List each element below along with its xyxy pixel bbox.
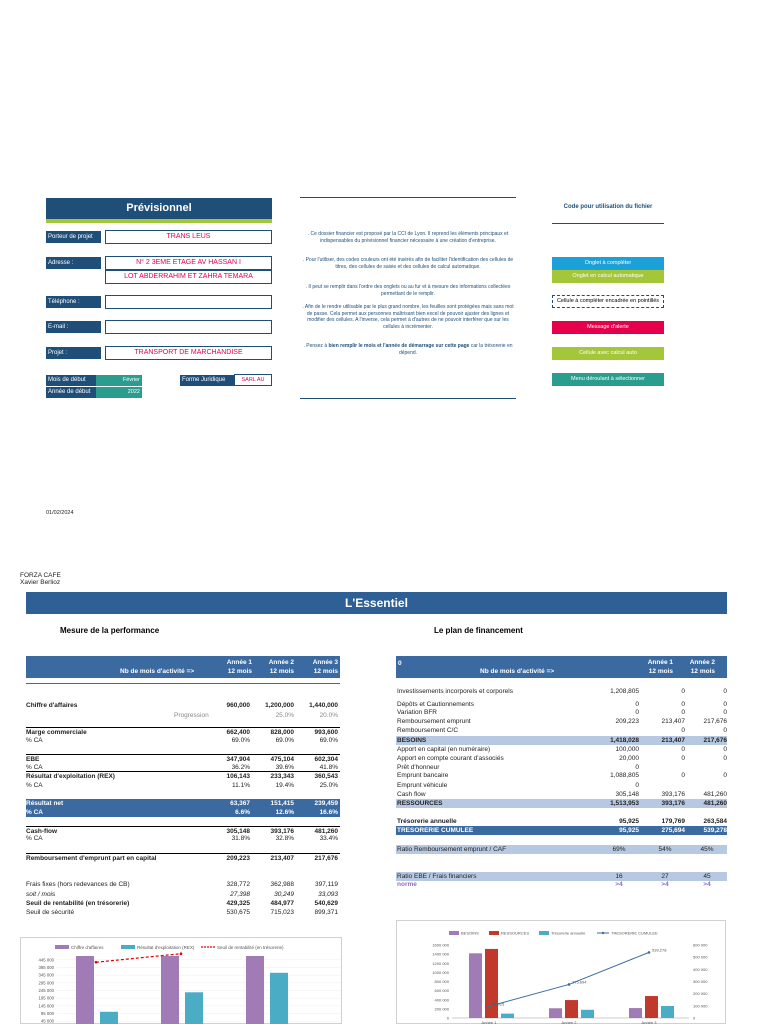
y-tick-label-right: 200 000 xyxy=(693,991,708,997)
legend-item: Cellule avec calcul auto xyxy=(552,347,664,360)
table-row xyxy=(26,890,340,899)
line-point xyxy=(488,1005,491,1008)
row-value: 305,148 xyxy=(226,828,250,835)
row-value: 539,278 xyxy=(703,827,727,834)
row-value: 0 xyxy=(723,746,727,753)
plan-nb-mois-label: Nb de mois d'activité => xyxy=(480,668,555,675)
legend-item: Menu déroulant à sélectionner xyxy=(552,373,664,386)
row-value: 1,418,028 xyxy=(610,737,639,744)
projet-label: Projet : xyxy=(46,347,101,359)
row-value: 33,093 xyxy=(318,891,338,898)
row-value: 481,260 xyxy=(703,800,727,807)
legend-label: Chiffre d'affaires xyxy=(71,945,104,950)
table-row xyxy=(396,799,727,808)
row-label: Résultat net xyxy=(26,800,64,807)
legend-item: Cellule à compléter encadrée en pointillés xyxy=(552,295,664,308)
row-value: 1,440,000 xyxy=(309,702,338,709)
row-label: Marge commerciale xyxy=(26,729,87,736)
row-value: 662,400 xyxy=(226,729,250,736)
y-tick-label: 95 000 xyxy=(40,1011,54,1016)
row-label: Remboursement emprunt xyxy=(397,718,471,725)
row-label: Seuil de sécurité xyxy=(26,909,75,916)
row-value: 960,000 xyxy=(226,702,250,709)
row-label: Dépôts et Cautionnements xyxy=(397,701,474,708)
table-row xyxy=(26,799,340,808)
table-row xyxy=(396,726,727,735)
bar xyxy=(185,992,203,1024)
y-tick-label-left: 1400 000 xyxy=(432,951,449,957)
row-label: Trésorerie annuelle xyxy=(397,818,457,825)
legend-rule xyxy=(552,223,664,224)
row-value: >4 xyxy=(661,881,669,888)
series-line xyxy=(489,952,649,1006)
telephone-label: Téléphone : xyxy=(46,296,101,308)
y-tick-label: 145 000 xyxy=(38,1003,54,1009)
row-value: 393,176 xyxy=(661,791,685,798)
legend-swatch xyxy=(121,945,135,949)
plan-months-2: 12 mois xyxy=(690,668,715,675)
table-row xyxy=(396,790,727,799)
legend-title: Code pour utilisation du fichier xyxy=(563,204,653,210)
chart-performance xyxy=(20,937,342,1024)
page-title: Prévisionnel xyxy=(46,198,272,219)
table-row xyxy=(26,771,340,780)
row-value: 41.8% xyxy=(319,764,338,771)
row-label: Frais fixes (hors redevances de CB) xyxy=(26,881,130,888)
row-value: 54% xyxy=(658,846,672,853)
row-value: 275,694 xyxy=(661,827,685,834)
porteur-label: Porteur de projet xyxy=(46,231,101,243)
row-value: 1,200,000 xyxy=(265,702,294,709)
bar xyxy=(581,1010,594,1018)
forme-select[interactable]: SARL AU xyxy=(234,374,272,386)
projet-field[interactable]: TRANSPORT DE MARCHANDISE xyxy=(105,346,272,360)
row-value: 69.0% xyxy=(319,737,338,744)
row-value: 0 xyxy=(681,727,685,734)
x-tick-label: Année 1 xyxy=(481,1020,497,1024)
email-field[interactable] xyxy=(105,320,272,334)
row-value: 0 xyxy=(681,709,685,716)
row-value: 530,675 xyxy=(226,909,250,916)
performance-title: Mesure de la performance xyxy=(60,626,160,635)
row-label: Variation BFR xyxy=(397,709,437,716)
perf-months-1: 12 mois xyxy=(227,668,252,675)
porteur-field[interactable]: TRANS LEUS xyxy=(105,230,272,244)
row-value: 540,629 xyxy=(314,900,338,907)
row-value: 481,260 xyxy=(314,828,338,835)
plan-header xyxy=(396,656,753,678)
row-value: 45 xyxy=(703,873,711,880)
point-label: 95,925 xyxy=(492,1001,505,1007)
row-value: 217,676 xyxy=(703,718,727,725)
row-label: RESSOURCES xyxy=(397,800,443,807)
row-value: 213,407 xyxy=(661,737,685,744)
plan-year-2: Année 2 xyxy=(689,659,715,666)
y-tick-label: 395 000 xyxy=(38,965,54,970)
row-value: 1,208,805 xyxy=(610,688,639,695)
table-row xyxy=(26,908,340,917)
adresse-field-2[interactable]: LOT ABDERRAHIM ET ZAHRA TEMARA xyxy=(105,270,272,284)
row-value: 393,176 xyxy=(661,800,685,807)
row-value: 16.6% xyxy=(319,809,338,816)
row-value: 305,148 xyxy=(615,791,639,798)
row-value: 0 xyxy=(681,688,685,695)
row-value: 1,513,953 xyxy=(610,800,639,807)
row-value: 31.8% xyxy=(231,835,250,842)
row-value: 179,769 xyxy=(661,818,685,825)
row-value: 0 xyxy=(723,701,727,708)
row-value: 213,407 xyxy=(270,855,294,862)
bar xyxy=(549,1008,562,1018)
row-label: % CA xyxy=(26,809,43,816)
table-row xyxy=(26,727,340,736)
row-value: 69.0% xyxy=(231,737,250,744)
row-value: >4 xyxy=(615,881,623,888)
table-row xyxy=(396,880,727,889)
annee-label: Année de début xyxy=(46,387,96,398)
row-value: 475,104 xyxy=(270,756,294,763)
table-row xyxy=(26,899,340,908)
row-value: 0 xyxy=(635,782,639,789)
row-value: 27,398 xyxy=(230,891,250,898)
chart-performance-svg xyxy=(21,938,343,1024)
row-value: 362,988 xyxy=(270,881,294,888)
row-label: Cash flow xyxy=(397,791,426,798)
y-tick-label: 45 000 xyxy=(40,1018,54,1024)
table-row xyxy=(26,781,340,790)
row-label: EBE xyxy=(26,756,40,763)
row-label: % CA xyxy=(26,764,43,771)
y-tick-label: 295 000 xyxy=(38,980,54,986)
bar xyxy=(100,1012,118,1024)
y-tick-label-left: 400 000 xyxy=(434,997,449,1003)
y-tick-label-right: 0 xyxy=(693,1015,696,1021)
row-value: 100,000 xyxy=(615,746,639,753)
row-value: 360,543 xyxy=(314,773,338,780)
line-point xyxy=(180,952,183,955)
title-accent xyxy=(46,219,272,223)
row-value: 481,260 xyxy=(703,791,727,798)
adresse-field-1[interactable]: N° 2 3EME ETAGE AV HASSAN I xyxy=(105,256,272,270)
row-value: 63,367 xyxy=(230,800,250,807)
row-value: 11.1% xyxy=(232,782,250,789)
row-value: 429,325 xyxy=(226,900,250,907)
bar xyxy=(76,956,94,1024)
annee-field[interactable]: 2022 xyxy=(96,387,142,398)
row-value: 19.4% xyxy=(275,782,294,789)
row-label: Remboursement C/C xyxy=(397,727,459,734)
y-tick-label: 445 000 xyxy=(38,957,54,963)
plan-zero-label: 0 xyxy=(398,660,402,667)
row-value: 0 xyxy=(723,709,727,716)
row-value: 217,676 xyxy=(703,737,727,744)
row-value: 1,088,805 xyxy=(610,772,639,779)
row-value: 899,371 xyxy=(314,909,338,916)
row-value: 263,584 xyxy=(703,818,727,825)
row-label: Investissements incorporels et corporels xyxy=(397,688,513,695)
legend-swatch xyxy=(55,945,69,949)
row-label: Emprunt bancaire xyxy=(397,772,449,779)
x-tick-label: Année 2 xyxy=(561,1020,577,1024)
table-row xyxy=(396,754,727,763)
row-value: 347,904 xyxy=(226,756,250,763)
bar xyxy=(161,956,179,1024)
row-value: 106,143 xyxy=(226,773,250,780)
row-label: Prêt d'honneur xyxy=(397,764,440,771)
y-tick-label-left: 600 000 xyxy=(434,988,449,994)
company-name: FORZA CAFE xyxy=(20,572,61,579)
performance-header xyxy=(26,656,340,678)
row-value: 828,000 xyxy=(270,729,294,736)
y-tick-label-right: 300 000 xyxy=(693,979,708,984)
point-label: 275,694 xyxy=(572,979,587,985)
nb-mois-label: Nb de mois d'activité => xyxy=(120,668,195,675)
bar xyxy=(469,953,482,1018)
bar xyxy=(501,1014,514,1018)
chart-financement xyxy=(396,920,726,1024)
row-label: % CA xyxy=(26,782,43,789)
y-tick-label-left: 1600 000 xyxy=(432,942,449,948)
table-row xyxy=(396,717,727,726)
table-row xyxy=(26,754,340,763)
bar xyxy=(270,973,288,1024)
bar xyxy=(485,949,498,1018)
row-value: 33.4% xyxy=(319,835,338,842)
row-label: TRESORERIE CUMULEE xyxy=(397,827,474,834)
row-label: Seuil de rentabilité (en trésorerie) xyxy=(26,900,130,907)
perf-months-3: 12 mois xyxy=(313,668,338,675)
row-value: 6.6% xyxy=(235,809,250,816)
intro-top-rule xyxy=(300,197,516,198)
row-value: 602,304 xyxy=(314,756,338,763)
row-label: norme xyxy=(397,881,417,888)
chart-financement-svg xyxy=(397,921,727,1024)
bar xyxy=(645,996,658,1018)
perf-months-2: 12 mois xyxy=(269,668,294,675)
row-value: 30,249 xyxy=(274,891,294,898)
row-value: 12.6% xyxy=(275,809,294,816)
row-value: 993,600 xyxy=(314,729,338,736)
author-name: Xavier Berlioz xyxy=(20,579,61,586)
telephone-field[interactable] xyxy=(105,295,272,309)
table-row xyxy=(396,771,727,780)
row-value: 45% xyxy=(700,846,714,853)
row-value: 69.0% xyxy=(275,737,294,744)
table-row xyxy=(26,834,340,843)
perf-year-2: Année 2 xyxy=(268,659,294,666)
y-tick-label-right: 400 000 xyxy=(693,966,708,972)
x-tick-label: Année 3 xyxy=(641,1020,657,1024)
table-row xyxy=(396,826,727,835)
row-value: 95,925 xyxy=(619,818,639,825)
row-value: 0 xyxy=(723,772,727,779)
print-date: 01/02/2024 xyxy=(46,510,74,516)
row-value: 393,176 xyxy=(270,828,294,835)
row-label: % CA xyxy=(26,737,43,744)
table-row xyxy=(26,711,340,720)
legend-swatch xyxy=(539,931,549,935)
bar xyxy=(661,1006,674,1018)
row-value: 95,925 xyxy=(619,827,639,834)
row-label: Emprunt véhicule xyxy=(397,782,448,789)
table-row xyxy=(26,853,340,862)
legend-label: Résultat d'exploitation (REX) xyxy=(137,945,195,950)
row-label: Apport en capital (en numéraire) xyxy=(397,746,491,753)
legend-label: Seuil de rentabilité (en trésorerie) xyxy=(217,945,284,950)
row-value: 20.0% xyxy=(319,712,338,719)
row-value: 239,459 xyxy=(314,800,338,807)
legend-swatch xyxy=(449,931,459,935)
row-value: 209,223 xyxy=(226,855,250,862)
row-label: % CA xyxy=(26,835,43,842)
bar xyxy=(246,956,264,1024)
legend-swatch xyxy=(489,931,499,935)
y-tick-label-left: 1000 000 xyxy=(432,969,449,975)
table-row xyxy=(26,736,340,745)
point-label: 539,278 xyxy=(652,947,667,953)
table-row xyxy=(26,701,340,710)
y-tick-label: 195 000 xyxy=(38,995,54,1001)
row-value: 0 xyxy=(681,755,685,762)
row-value: 0 xyxy=(723,755,727,762)
row-value: 209,223 xyxy=(615,718,639,725)
intro-paragraph-1: . Ce dossier financier est proposé par la CCI de Lyon. Il reprend les éléments principaux et indispensables du prévisionnel financier nécessaire à une création d'entreprise. xyxy=(307,231,509,244)
line-point xyxy=(648,951,651,954)
y-tick-label: 245 000 xyxy=(38,988,54,993)
row-value: 0 xyxy=(723,727,727,734)
legend-item: Onglet en calcul automatique xyxy=(552,270,664,283)
bar xyxy=(629,1008,642,1018)
legend-item: Onglet à compléter xyxy=(552,257,664,270)
y-tick-label: 345 000 xyxy=(38,972,54,978)
row-value: 39.6% xyxy=(275,764,294,771)
row-value: 32.8% xyxy=(275,835,294,842)
table-row xyxy=(396,845,727,854)
forme-label: Forme Juridique xyxy=(180,375,234,386)
row-value: 25.0% xyxy=(319,782,338,789)
perf-year-3: Année 3 xyxy=(312,659,338,666)
row-value: 0 xyxy=(681,772,685,779)
row-value: 69% xyxy=(612,846,626,853)
row-value: 0 xyxy=(681,701,685,708)
row-value: >4 xyxy=(703,881,711,888)
email-label: E-mail : xyxy=(46,321,101,333)
intro-paragraph-2: . Pour l'utiliser, des codes couleurs ont été insérés afin de faciliter l'identification des cellules de titres, des cellules de saisie et des cellules de calcul automatique. xyxy=(302,257,514,270)
y-tick-label-right: 600 000 xyxy=(693,942,708,948)
row-value: 16 xyxy=(615,873,623,880)
row-value: 328,772 xyxy=(226,881,250,888)
legend-label: BESOINS xyxy=(461,930,479,936)
adresse-label: Adresse : xyxy=(46,257,101,269)
row-value: 0 xyxy=(635,709,639,716)
legend-label: RESSOURCES xyxy=(501,930,530,936)
legend-label: TRESORERIE CUMULEE xyxy=(611,930,658,936)
intro-paragraph-4: . Afin de le rendre utilisable par le plus grand nombre, les feuilles sont protégées mais sans mot de passe. Cela permet aux personnes maîtrisant bien excel de pouvoir ajuster des lignes et modifier des cellules. A l'inverse, cela permet à d'autres de ne pouvoir interférer que sur les cellules à incrémenter. xyxy=(302,304,514,330)
y-tick-label-left: 800 000 xyxy=(434,979,449,984)
intro-paragraph-5: . Pensez à bien remplir le mois et l'année de démarrage sur cette page car la trésorerie en dépend. xyxy=(303,343,513,356)
plan-months-1: 12 mois xyxy=(648,668,673,675)
row-value: 0 xyxy=(635,764,639,771)
line-point xyxy=(568,983,571,986)
plan-year-1: Année 1 xyxy=(647,659,673,666)
row-value: 397,119 xyxy=(314,881,338,888)
perf-year-1: Année 1 xyxy=(226,659,252,666)
row-label: Ratio Remboursement emprunt / CAF xyxy=(397,846,507,853)
row-value: 213,407 xyxy=(661,718,685,725)
essentiel-title: L'Essentiel xyxy=(26,592,727,614)
y-tick-label-left: 1200 000 xyxy=(432,960,449,966)
y-tick-label-left: 0 xyxy=(446,1015,449,1021)
legend-item: Message d'alerte xyxy=(552,321,664,334)
line-point xyxy=(95,961,98,964)
row-value: 715,023 xyxy=(270,909,294,916)
row-label: Remboursement d'emprunt part en capital xyxy=(26,855,157,862)
table-row xyxy=(396,708,727,717)
y-tick-label-right: 100 000 xyxy=(693,1003,708,1009)
legend-swatch-dot xyxy=(602,932,604,934)
row-label: Apport en compte courant d'associés xyxy=(397,755,504,762)
table-row xyxy=(396,781,727,790)
row-value: 27 xyxy=(661,873,669,880)
intro-bottom-rule xyxy=(300,398,516,399)
row-label: Progression xyxy=(174,712,209,719)
row-value: 217,676 xyxy=(314,855,338,862)
y-tick-label-left: 200 000 xyxy=(434,1006,449,1012)
row-value: 151,415 xyxy=(270,800,294,807)
row-value: 0 xyxy=(723,688,727,695)
row-value: 20,000 xyxy=(619,755,639,762)
plan-title: Le plan de financement xyxy=(434,626,523,635)
row-label: soit / mois xyxy=(26,891,56,898)
table-row xyxy=(26,808,340,817)
row-label: Cash-flow xyxy=(26,828,58,835)
row-label: Chiffre d'affaires xyxy=(26,702,78,709)
row-label: BESOINS xyxy=(397,737,427,744)
table-row xyxy=(396,745,727,754)
row-value: 36.2% xyxy=(231,764,250,771)
mois-label: Mois de début xyxy=(46,375,96,386)
bar xyxy=(565,1000,578,1018)
table-row xyxy=(396,817,727,826)
plan-year-3: Année 3 xyxy=(727,659,753,666)
y-tick-label-right: 500 000 xyxy=(693,954,708,960)
row-value: 0 xyxy=(635,701,639,708)
row-value: 484,977 xyxy=(270,900,294,907)
legend-label: Trésorerie annuelle xyxy=(551,930,586,936)
row-label: Résultat d'exploitation (REX) xyxy=(26,773,115,780)
mois-select[interactable]: Février xyxy=(96,375,142,386)
row-value: 233,343 xyxy=(270,773,294,780)
table-row xyxy=(26,880,340,889)
row-label: Ratio EBE / Frais financiers xyxy=(397,873,477,880)
table-row xyxy=(396,736,727,745)
intro-paragraph-3: . Il peut se remplir dans l'ordre des onglets ou au fur et à mesure des informations collectées permettant de le remplir. xyxy=(305,284,511,297)
row-value: 0 xyxy=(681,746,685,753)
row-value: 25.0% xyxy=(275,712,294,719)
table-row xyxy=(396,687,727,696)
perf-rule xyxy=(26,683,340,684)
